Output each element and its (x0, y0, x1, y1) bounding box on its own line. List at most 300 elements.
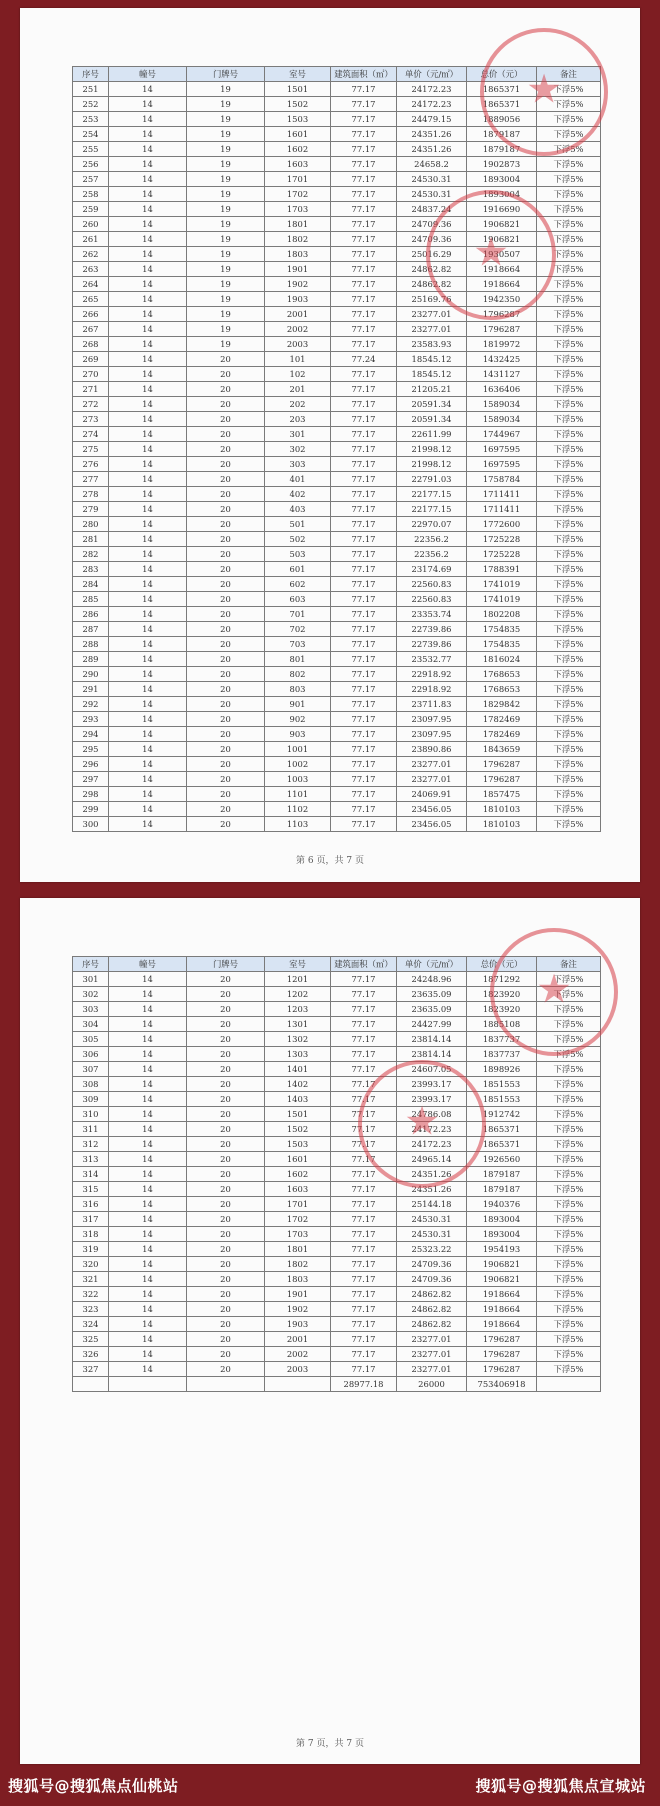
table-cell: 302 (73, 987, 109, 1002)
column-header: 室号 (265, 67, 331, 82)
table-cell: 14 (109, 1017, 187, 1032)
table-cell: 314 (73, 1167, 109, 1182)
table-cell: 1851553 (467, 1077, 537, 1092)
table-cell: 23993.17 (397, 1092, 467, 1107)
table-cell: 77.17 (331, 1137, 397, 1152)
table-cell: 20 (187, 757, 265, 772)
table-cell: 下浮5% (537, 1212, 601, 1227)
table-cell: 77.17 (331, 532, 397, 547)
table-cell: 20 (187, 972, 265, 987)
table-cell: 289 (73, 652, 109, 667)
table-cell: 1802 (265, 232, 331, 247)
totals-row (73, 1377, 601, 1392)
table-cell: 1702 (265, 1212, 331, 1227)
table-cell: 77.17 (331, 637, 397, 652)
table-cell: 24530.31 (397, 1227, 467, 1242)
table-cell: 1837737 (467, 1047, 537, 1062)
table-row (73, 1167, 601, 1182)
table-cell: 284 (73, 577, 109, 592)
table-cell: 20 (187, 562, 265, 577)
table-cell: 下浮5% (537, 412, 601, 427)
table-cell: 下浮5% (537, 1092, 601, 1107)
table-cell: 77.17 (331, 697, 397, 712)
table-cell: 20 (187, 607, 265, 622)
table-cell: 1103 (265, 817, 331, 832)
table-row (73, 352, 601, 367)
table-row (73, 307, 601, 322)
table-cell: 1823920 (467, 1002, 537, 1017)
table-cell: 22356.2 (397, 547, 467, 562)
table-row (73, 637, 601, 652)
table-cell: 下浮5% (537, 1362, 601, 1377)
table-cell: 1402 (265, 1077, 331, 1092)
table-cell: 23993.17 (397, 1077, 467, 1092)
watermark-right: 搜狐号@搜狐焦点宣城站 (475, 1777, 646, 1795)
table-cell: 21205.21 (397, 382, 467, 397)
table-cell: 24351.26 (397, 1167, 467, 1182)
table-row (73, 97, 601, 112)
table-cell: 20 (187, 1347, 265, 1362)
table-cell: 327 (73, 1362, 109, 1377)
table-row (73, 277, 601, 292)
table-cell: 1788391 (467, 562, 537, 577)
table-cell: 下浮5% (537, 262, 601, 277)
table-cell: 264 (73, 277, 109, 292)
table-cell: 25144.18 (397, 1197, 467, 1212)
table-cell: 19 (187, 202, 265, 217)
table-cell: 22739.86 (397, 622, 467, 637)
page-footer: 第 6 页，共 7 页 (296, 856, 364, 866)
table-cell: 77.17 (331, 787, 397, 802)
table-cell: 1803 (265, 1272, 331, 1287)
table-cell: 20 (187, 577, 265, 592)
total-cell (265, 1377, 331, 1392)
table-cell: 19 (187, 247, 265, 262)
table-cell: 下浮5% (537, 352, 601, 367)
table-cell: 1603 (265, 157, 331, 172)
table-row (73, 1047, 601, 1062)
table-cell: 20 (187, 1077, 265, 1092)
table-row (73, 682, 601, 697)
table-cell: 1003 (265, 772, 331, 787)
table-row (73, 1212, 601, 1227)
table-cell: 下浮5% (537, 1017, 601, 1032)
table-cell: 1898926 (467, 1062, 537, 1077)
table-cell: 1403 (265, 1092, 331, 1107)
table-cell: 77.17 (331, 187, 397, 202)
table-cell: 20 (187, 1212, 265, 1227)
table-cell: 19 (187, 142, 265, 157)
table-cell: 19 (187, 187, 265, 202)
table-cell: 903 (265, 727, 331, 742)
table-cell: 19 (187, 307, 265, 322)
table-row (73, 187, 601, 202)
table-cell: 1602 (265, 142, 331, 157)
table-cell: 77.17 (331, 1167, 397, 1182)
table-cell: 14 (109, 337, 187, 352)
table-row (73, 157, 601, 172)
table-cell: 20 (187, 1017, 265, 1032)
table-cell: 77.17 (331, 682, 397, 697)
table-cell: 1851553 (467, 1092, 537, 1107)
table-cell: 77.17 (331, 1047, 397, 1062)
table-cell: 24172.23 (397, 82, 467, 97)
table-cell: 20 (187, 1062, 265, 1077)
table-header-row (73, 957, 601, 972)
column-header: 门牌号 (187, 957, 265, 972)
table-row (73, 1152, 601, 1167)
table-cell: 下浮5% (537, 1182, 601, 1197)
table-cell: 下浮5% (537, 577, 601, 592)
table-cell: 303 (73, 1002, 109, 1017)
table-cell: 24709.36 (397, 217, 467, 232)
table-cell: 273 (73, 412, 109, 427)
table-cell: 20 (187, 682, 265, 697)
table-cell: 20 (187, 1317, 265, 1332)
table-cell: 77.17 (331, 1212, 397, 1227)
table-cell: 14 (109, 562, 187, 577)
table-row (73, 712, 601, 727)
table-cell: 20 (187, 367, 265, 382)
table-cell: 1901 (265, 1287, 331, 1302)
table-cell: 77.17 (331, 1092, 397, 1107)
table-cell: 1202 (265, 987, 331, 1002)
table-cell: 23097.95 (397, 727, 467, 742)
table-cell: 下浮5% (537, 472, 601, 487)
table-cell: 下浮5% (537, 247, 601, 262)
table-cell: 下浮5% (537, 637, 601, 652)
table-row (73, 1077, 601, 1092)
column-header: 单价（元/㎡） (397, 957, 467, 972)
table-cell: 25323.22 (397, 1242, 467, 1257)
table-row (73, 1287, 601, 1302)
table-cell: 77.17 (331, 382, 397, 397)
table-cell: 1203 (265, 1002, 331, 1017)
table-cell: 20 (187, 1362, 265, 1377)
table-row (73, 1197, 601, 1212)
table-row (73, 562, 601, 577)
table-cell: 下浮5% (537, 202, 601, 217)
table-cell: 1697595 (467, 442, 537, 457)
table-cell: 24862.82 (397, 1302, 467, 1317)
table-cell: 77.17 (331, 277, 397, 292)
table-cell: 14 (109, 367, 187, 382)
table-cell: 14 (109, 262, 187, 277)
table-cell: 14 (109, 1347, 187, 1362)
table-cell: 1796287 (467, 1347, 537, 1362)
table-cell: 1843659 (467, 742, 537, 757)
table-cell: 24965.14 (397, 1152, 467, 1167)
table-cell: 14 (109, 1047, 187, 1062)
table-cell: 303 (265, 457, 331, 472)
table-cell: 1589034 (467, 397, 537, 412)
table-cell: 77.17 (331, 562, 397, 577)
table-cell: 77.17 (331, 577, 397, 592)
table-cell: 2001 (265, 307, 331, 322)
table-cell: 261 (73, 232, 109, 247)
table-cell: 14 (109, 817, 187, 832)
table-row (73, 1017, 601, 1032)
table-cell: 14 (109, 1317, 187, 1332)
table-cell: 20 (187, 1137, 265, 1152)
table-cell: 77.17 (331, 1002, 397, 1017)
table-row (73, 577, 601, 592)
table-cell: 77.17 (331, 412, 397, 427)
table-cell: 下浮5% (537, 142, 601, 157)
table-row (73, 1317, 601, 1332)
table-row (73, 1347, 601, 1362)
table-cell: 77.17 (331, 607, 397, 622)
table-cell: 77.17 (331, 157, 397, 172)
table-row (73, 667, 601, 682)
table-cell: 77.17 (331, 487, 397, 502)
table-cell: 1865371 (467, 82, 537, 97)
table-cell: 下浮5% (537, 1107, 601, 1122)
table-cell: 77.17 (331, 712, 397, 727)
table-cell: 22611.99 (397, 427, 467, 442)
table-cell: 77.17 (331, 1182, 397, 1197)
table-cell: 502 (265, 532, 331, 547)
table-cell: 14 (109, 382, 187, 397)
table-cell: 1940376 (467, 1197, 537, 1212)
table-cell: 14 (109, 1107, 187, 1122)
table-cell: 301 (265, 427, 331, 442)
table-cell: 14 (109, 1227, 187, 1242)
table-cell: 24862.82 (397, 1317, 467, 1332)
table-cell: 1796287 (467, 307, 537, 322)
table-cell: 24530.31 (397, 187, 467, 202)
table-cell: 24248.96 (397, 972, 467, 987)
table-cell: 315 (73, 1182, 109, 1197)
table-cell: 下浮5% (537, 172, 601, 187)
table-cell: 下浮5% (537, 82, 601, 97)
table-header-row (73, 67, 601, 82)
table-row (73, 262, 601, 277)
table-cell: 19 (187, 292, 265, 307)
table-cell: 1431127 (467, 367, 537, 382)
table-cell: 77.17 (331, 397, 397, 412)
table-cell: 286 (73, 607, 109, 622)
table-cell: 1725228 (467, 532, 537, 547)
table-cell: 20 (187, 987, 265, 1002)
table-cell: 1796287 (467, 757, 537, 772)
column-header: 幢号 (109, 957, 187, 972)
table-cell: 77.17 (331, 337, 397, 352)
table-cell: 23635.09 (397, 1002, 467, 1017)
table-cell: 23277.01 (397, 322, 467, 337)
table-cell: 19 (187, 82, 265, 97)
table-cell: 1837737 (467, 1032, 537, 1047)
table-cell: 23890.86 (397, 742, 467, 757)
table-cell: 1744967 (467, 427, 537, 442)
table-row (73, 382, 601, 397)
table-cell: 24172.23 (397, 97, 467, 112)
table-cell: 18545.12 (397, 367, 467, 382)
table-cell: 1819972 (467, 337, 537, 352)
table-cell: 255 (73, 142, 109, 157)
table-cell: 19 (187, 157, 265, 172)
table-cell: 102 (265, 367, 331, 382)
table-cell: 1918664 (467, 1317, 537, 1332)
table-cell: 77.17 (331, 262, 397, 277)
table-cell: 下浮5% (537, 1317, 601, 1332)
table-row (73, 592, 601, 607)
table-cell: 14 (109, 637, 187, 652)
table-cell: 601 (265, 562, 331, 577)
table-cell: 320 (73, 1257, 109, 1272)
table-cell: 14 (109, 667, 187, 682)
table-cell: 269 (73, 352, 109, 367)
table-cell: 1829842 (467, 697, 537, 712)
table-cell: 20 (187, 817, 265, 832)
table-cell: 1701 (265, 172, 331, 187)
table-row (73, 697, 601, 712)
table-cell: 14 (109, 787, 187, 802)
table-cell: 902 (265, 712, 331, 727)
table-cell: 267 (73, 322, 109, 337)
table-cell: 14 (109, 1242, 187, 1257)
table-cell: 14 (109, 472, 187, 487)
table-cell: 1503 (265, 1137, 331, 1152)
table-cell: 20 (187, 1032, 265, 1047)
table-row (73, 457, 601, 472)
table-cell: 309 (73, 1092, 109, 1107)
table-row (73, 1062, 601, 1077)
table-cell: 下浮5% (537, 1167, 601, 1182)
table-row (73, 172, 601, 187)
table-cell: 下浮5% (537, 127, 601, 142)
table-cell: 14 (109, 1092, 187, 1107)
table-cell: 20 (187, 457, 265, 472)
table-cell: 下浮5% (537, 457, 601, 472)
table-row (73, 502, 601, 517)
table-cell: 252 (73, 97, 109, 112)
table-cell: 23814.14 (397, 1047, 467, 1062)
table-cell: 77.17 (331, 802, 397, 817)
table-cell: 24786.08 (397, 1107, 467, 1122)
table-row (73, 1002, 601, 1017)
page-footer: 第 7 页，共 7 页 (296, 1739, 364, 1749)
table-cell: 253 (73, 112, 109, 127)
table-cell: 312 (73, 1137, 109, 1152)
table-cell: 14 (109, 1002, 187, 1017)
table-cell: 14 (109, 1137, 187, 1152)
table-row (73, 142, 601, 157)
table-cell: 下浮5% (537, 337, 601, 352)
table-cell: 14 (109, 547, 187, 562)
table-row (73, 472, 601, 487)
table-cell: 20 (187, 1197, 265, 1212)
table-cell: 77.17 (331, 1017, 397, 1032)
total-cell: 28977.18 (331, 1377, 397, 1392)
table-cell: 1902 (265, 277, 331, 292)
table-cell: 24709.36 (397, 1257, 467, 1272)
table-cell: 20 (187, 592, 265, 607)
table-cell: 1697595 (467, 457, 537, 472)
table-cell: 24351.26 (397, 127, 467, 142)
table-cell: 1810103 (467, 802, 537, 817)
table-cell: 1903 (265, 292, 331, 307)
table-cell: 24658.2 (397, 157, 467, 172)
table-cell: 1758784 (467, 472, 537, 487)
table-cell: 下浮5% (537, 547, 601, 562)
column-header: 建筑面积（㎡） (331, 67, 397, 82)
table-cell: 14 (109, 532, 187, 547)
table-cell: 下浮5% (537, 712, 601, 727)
table-cell: 21998.12 (397, 457, 467, 472)
table-cell: 下浮5% (537, 772, 601, 787)
table-cell: 1711411 (467, 487, 537, 502)
table-cell: 22791.03 (397, 472, 467, 487)
table-cell: 203 (265, 412, 331, 427)
table-cell: 25016.29 (397, 247, 467, 262)
table-cell: 14 (109, 1167, 187, 1182)
table-cell: 288 (73, 637, 109, 652)
table-cell: 2001 (265, 1332, 331, 1347)
table-cell: 24530.31 (397, 172, 467, 187)
table-cell: 22918.92 (397, 667, 467, 682)
table-cell: 1302 (265, 1032, 331, 1047)
table-cell: 下浮5% (537, 157, 601, 172)
table-cell: 1802 (265, 1257, 331, 1272)
table-cell: 77.17 (331, 1227, 397, 1242)
table-cell: 23277.01 (397, 772, 467, 787)
table-cell: 295 (73, 742, 109, 757)
table-cell: 下浮5% (537, 487, 601, 502)
table-cell: 262 (73, 247, 109, 262)
table-cell: 14 (109, 742, 187, 757)
table-cell: 23277.01 (397, 757, 467, 772)
table-cell: 77.17 (331, 1302, 397, 1317)
table-cell: 20 (187, 1182, 265, 1197)
table-cell: 24351.26 (397, 142, 467, 157)
table-cell: 2002 (265, 1347, 331, 1362)
table-cell: 23456.05 (397, 817, 467, 832)
table-cell: 1823920 (467, 987, 537, 1002)
table-cell: 77.17 (331, 172, 397, 187)
table-cell: 23814.14 (397, 1032, 467, 1047)
table-cell: 319 (73, 1242, 109, 1257)
table-cell: 318 (73, 1227, 109, 1242)
table-cell: 下浮5% (537, 427, 601, 442)
table-cell: 1703 (265, 202, 331, 217)
table-cell: 293 (73, 712, 109, 727)
table-cell: 下浮5% (537, 682, 601, 697)
table-cell: 1741019 (467, 592, 537, 607)
table-cell: 14 (109, 1332, 187, 1347)
table-cell: 77.17 (331, 112, 397, 127)
table-cell: 1918664 (467, 1287, 537, 1302)
table-row (73, 787, 601, 802)
table-cell: 24837.24 (397, 202, 467, 217)
table-cell: 294 (73, 727, 109, 742)
table-cell: 1901 (265, 262, 331, 277)
table-cell: 20 (187, 1332, 265, 1347)
table-cell: 14 (109, 277, 187, 292)
table-cell: 下浮5% (537, 1287, 601, 1302)
table-row (73, 1242, 601, 1257)
table-cell: 257 (73, 172, 109, 187)
table-cell: 1002 (265, 757, 331, 772)
table-cell: 1796287 (467, 772, 537, 787)
table-cell: 1754835 (467, 637, 537, 652)
table-cell: 277 (73, 472, 109, 487)
table-cell: 77.17 (331, 1287, 397, 1302)
table-cell: 下浮5% (537, 1272, 601, 1287)
table-cell: 77.17 (331, 442, 397, 457)
table-cell: 下浮5% (537, 517, 601, 532)
table-cell: 14 (109, 577, 187, 592)
